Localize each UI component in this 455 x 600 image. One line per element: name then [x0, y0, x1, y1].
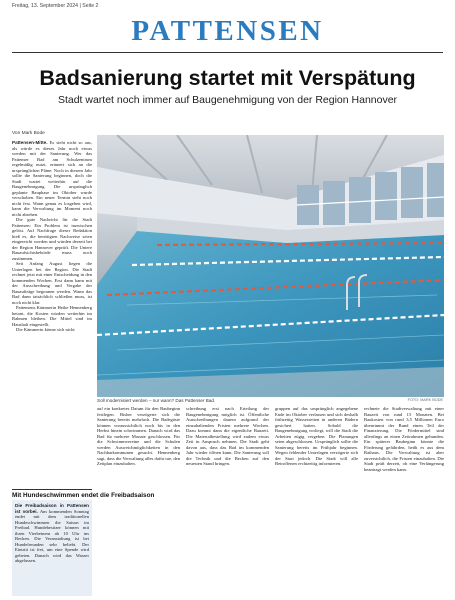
photo-credit: FOTO: MARK BODE [407, 398, 443, 402]
article-paragraph: Seit Anfang August liegen die Unterlagen bei der Region. Die Stadt rechnet jetzt mit einer Entscheidung in den kommenden Wochen. Erst dann kann mit der Ausschreibung und Vergabe der Bauaufträge begonnen werden. Wann das Bad dann tatsächlich schließen muss, ist noch nicht klar. [12, 261, 92, 305]
sidebar-rule [12, 489, 92, 490]
article-dateline: Pattensen-Mitte. [12, 140, 48, 145]
page-header [12, 3, 443, 13]
sidebar-paragraph [15, 503, 89, 564]
article-byline: Von Mark Bode [12, 131, 45, 136]
paragraph-text: Es sieht nicht so aus, als würde es dieses Jahr noch etwas werden mit der Sanierung. Wer das Pattenser Bad am Schulzentrum regelmäßig nutzt, erinnert sich an die ursprünglichen Pläne: Noch in diesem Jahr sollte die Sanierung beginnen, doch die Stadt wartet weiterhin auf die Baugenehmigung. Die ursprünglich geplante Bauphase im Oktober wurde verschoben. Ein neuer Termin steht noch nicht fest. Wann genau es losgehen wird, kann die Verwaltung im Moment noch nicht absehen. [12, 140, 92, 217]
article-column-2: auf ein konkretes Datum für den Baubeginn festlegen. Bisher verzögerte sich die Sanierung bereits mehrfach. Die Badegäste können voraussichtlich noch bis in den Herbst hinein schwimmen. Danach wird das Bad für mehrere Monate geschlossen. Für die Schwimmvereine und die Schulen werden Ausweichmöglichkeiten in den Nachbarkommunen gesucht. Hennenberg sagt, dass die Verwaltung alles dafür tue, den Zeitplan einzuhalten. [97, 406, 180, 466]
article-paragraph: Pattensens Kämmerin Heike Hennenberg betont, die Kosten würden weiterhin im Rahmen bleiben. Die Mittel sind im Haushalt eingestellt. [12, 305, 92, 327]
article-paragraph [12, 140, 92, 217]
article-paragraph: Die Kämmerin könne sich nicht [16, 327, 75, 332]
photo-caption: Soll modernisiert werden – nur wann? Das Pattenser Bad. [97, 398, 216, 403]
article-column-3: schreibung erst nach Erteilung der Baugenehmigung möglich ist. Öffentliche Ausschreibungen dauern aufgrund der einzuhaltenden Fristen mehrere Wochen. Dazu kommt dann die eigentliche Bauzeit. Die Materialbestellung wird zudem etwas Zeit in Anspruch nehmen. Die Stadt geht davon aus, dass das Bad im kommenden Jahr wieder öffnen kann. Die Sanierung soll die Technik und die Becken auf den neuesten Stand bringen. [186, 406, 269, 466]
article-headline: Badsanierung startet mit Verspätung [39, 66, 416, 90]
article-paragraph: Die gute Nachricht für die Stadt Pattensen: Ein Problem ist inzwischen gelöst. Auf Nachfrage dieser Redaktion hieß es, die benötigten Nachweise seien eingereicht worden und würden derzeit bei der Region Hannover geprüft. Die Untere Bauaufsichtsbehörde muss noch zustimmen. [12, 217, 92, 261]
sidebar-box [12, 500, 92, 596]
sidebar-title: Mit Hundeschwimmen endet die Freibadsaison [12, 492, 155, 499]
dateline: Freitag, 13. September 2024 | Seite 2 [12, 3, 99, 9]
article-column-5: rechnete die Stadtverwaltung mit einer Bauzeit von rund 15 Monaten. Bei Baukosten von rund 3,5 Millionen Euro übernimmt der Bund einen Teil der Finanzierung. Die Fördermittel sind allerdings an einen Zeitrahmen gebunden. Ein späterer Baubeginn könnte die Förderung gefährden, heißt es aus dem Rathaus. Die Verwaltung ist aber zuversichtlich, die Fristen einzuhalten. Die Stadt prüft derzeit, ob eine Verlängerung beantragt werden kann. [364, 406, 444, 472]
pool-photo [97, 135, 444, 397]
article-subheadline: Stadt wartet noch immer auf Baugenehmigung von der Region Hannover [57, 94, 398, 106]
masthead-title: PATTENSEN [131, 15, 324, 47]
article-column-1 [12, 140, 92, 486]
masthead-rule [12, 52, 443, 53]
sidebar-text: Am kommenden Sonntag endet mit dem traditionellen Hundeschwimmen die Saison im Freibad. Hundebesitzer können mit ihren Vierbeinern ab 10 Uhr ins Becken. Die Veranstaltung ist bei Hundefreunden sehr beliebt. Der Eintritt ist frei, um eine Spende wird gebeten. Danach wird das Wasser abgelassen. [15, 508, 89, 563]
sidebar-lead: Die Freibadsaison in Pattensen ist vorbei. [15, 503, 89, 514]
article-column-4: gruppen auf das ursprünglich angegebene Ende im Oktober verlassen und sich deshalb frühzeitig Wasserzeiten in anderen Bädern gesichert hatten. Sobald die Baugenehmigung vorliegt, will die Stadt die Arbeiten zügig vergeben. Die Planungen seien abgeschlossen. Ursprünglich sollte die Sanierung bereits im Frühjahr beginnen. Wegen fehlender Unterlagen verzögerte sich der Start jedoch. Die Stadt will alle Betroffenen rechtzeitig informieren. [275, 406, 358, 466]
